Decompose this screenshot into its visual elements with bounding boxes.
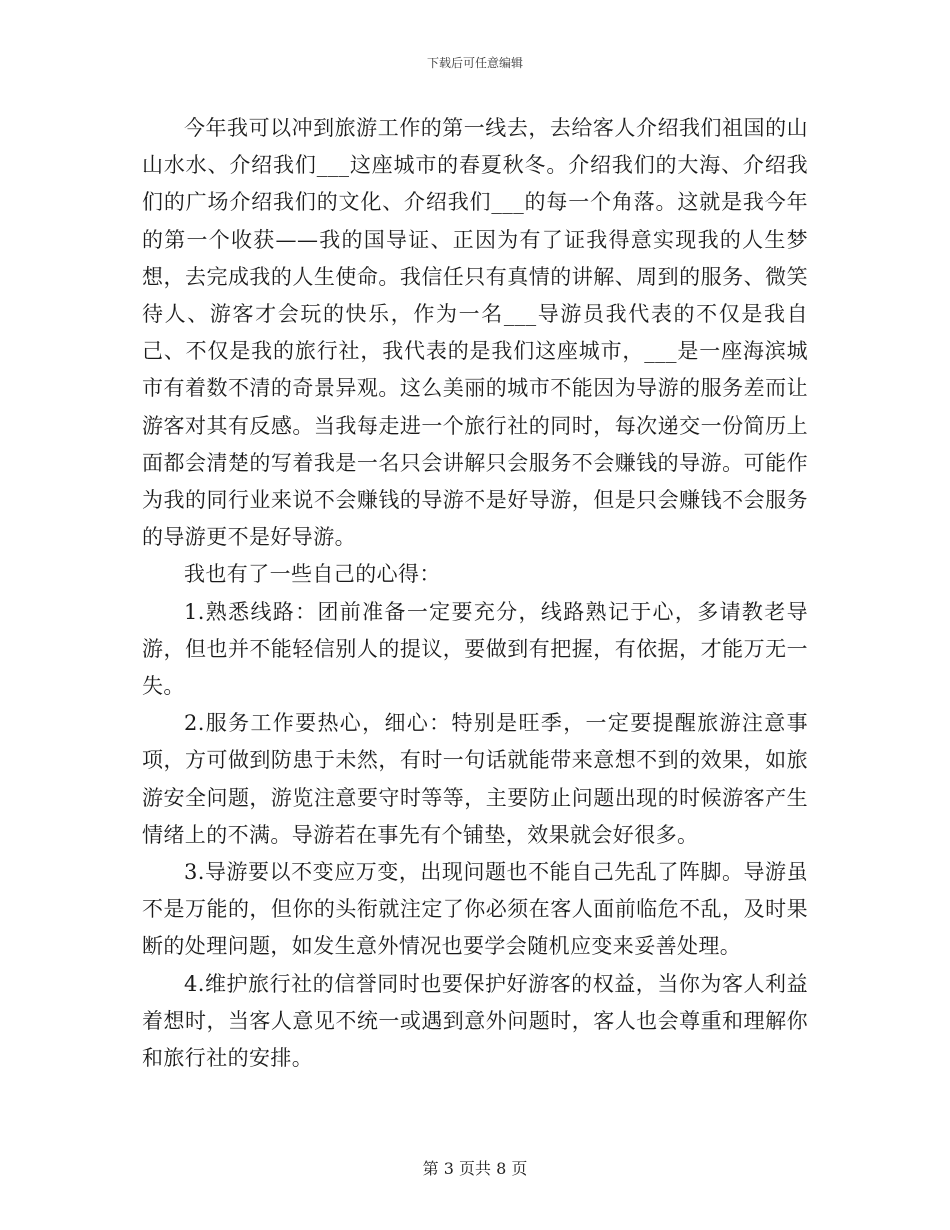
document-body — [142, 110, 808, 1077]
page-header — [0, 54, 950, 71]
paragraph-intro: 今年我可以冲到旅游工作的第一线去，去给客人介绍我们祖国的山山水水、介绍我们___这座城市的春夏秋冬。介绍我们的大海、介绍我们的广场介绍我们的文化、介绍我们___的每一个角落。这就是我今年的第一个收获——我的国导证、正因为有了证我得意实现我的人生梦想，去完成我的人生使命。我信任只有真情的讲解、周到的服务、微笑待人、游客才会玩的快乐，作为一名___导游员我代表的不仅是我自己、不仅是我的旅行社，我代表的是我们这座城市，___是一座海滨城市有着数不清的奇景异观。这么美丽的城市不能因为导游的服务差而让游客对其有反感。当我每走进一个旅行社的同时，每次递交一份简历上面都会清楚的写着我是一名只会讲解只会服务不会赚钱的导游。可能作为我的同行业来说不会赚钱的导游不是好导游，但是只会赚钱不会服务的导游更不是好导游。 — [142, 116, 808, 550]
paragraph-tip-2: 2.服务工作要热心，细心：特别是旺季，一定要提醒旅游注意事项，方可做到防患于未然，有时一句话就能带来意想不到的效果，如旅游安全问题，游览注意要守时等等，主要防止问题出现的时候游客产生情绪上的不满。导游若在事先有个铺垫，效果就会好很多。 — [142, 711, 808, 847]
paragraph-tip-3: 3.导游要以不变应万变，出现问题也不能自己先乱了阵脚。导游虽不是万能的，但你的头衔就注定了你必须在客人面前临危不乱，及时果断的处理问题，如发生意外情况也要学会随机应变来妥善处理。 — [142, 860, 808, 959]
paragraph-tip-1: 1.熟悉线路：团前准备一定要充分，线路熟记于心，多请教老导游，但也并不能轻信别人的提议，要做到有把握，有依据，才能万无一失。 — [142, 599, 808, 699]
page-footer — [0, 1156, 950, 1179]
paragraph-insights-heading: 我也有了一些自己的心得： — [184, 562, 441, 587]
page-number: 第 3 页共 8 页 — [422, 1159, 528, 1178]
header-note: 下载后可任意编辑 — [426, 56, 523, 70]
paragraph-tip-4: 4.维护旅行社的信誉同时也要保护好游客的权益，当你为客人利益着想时，当客人意见不统一或遇到意外问题时，客人也会尊重和理解你和旅行社的安排。 — [142, 971, 808, 1071]
